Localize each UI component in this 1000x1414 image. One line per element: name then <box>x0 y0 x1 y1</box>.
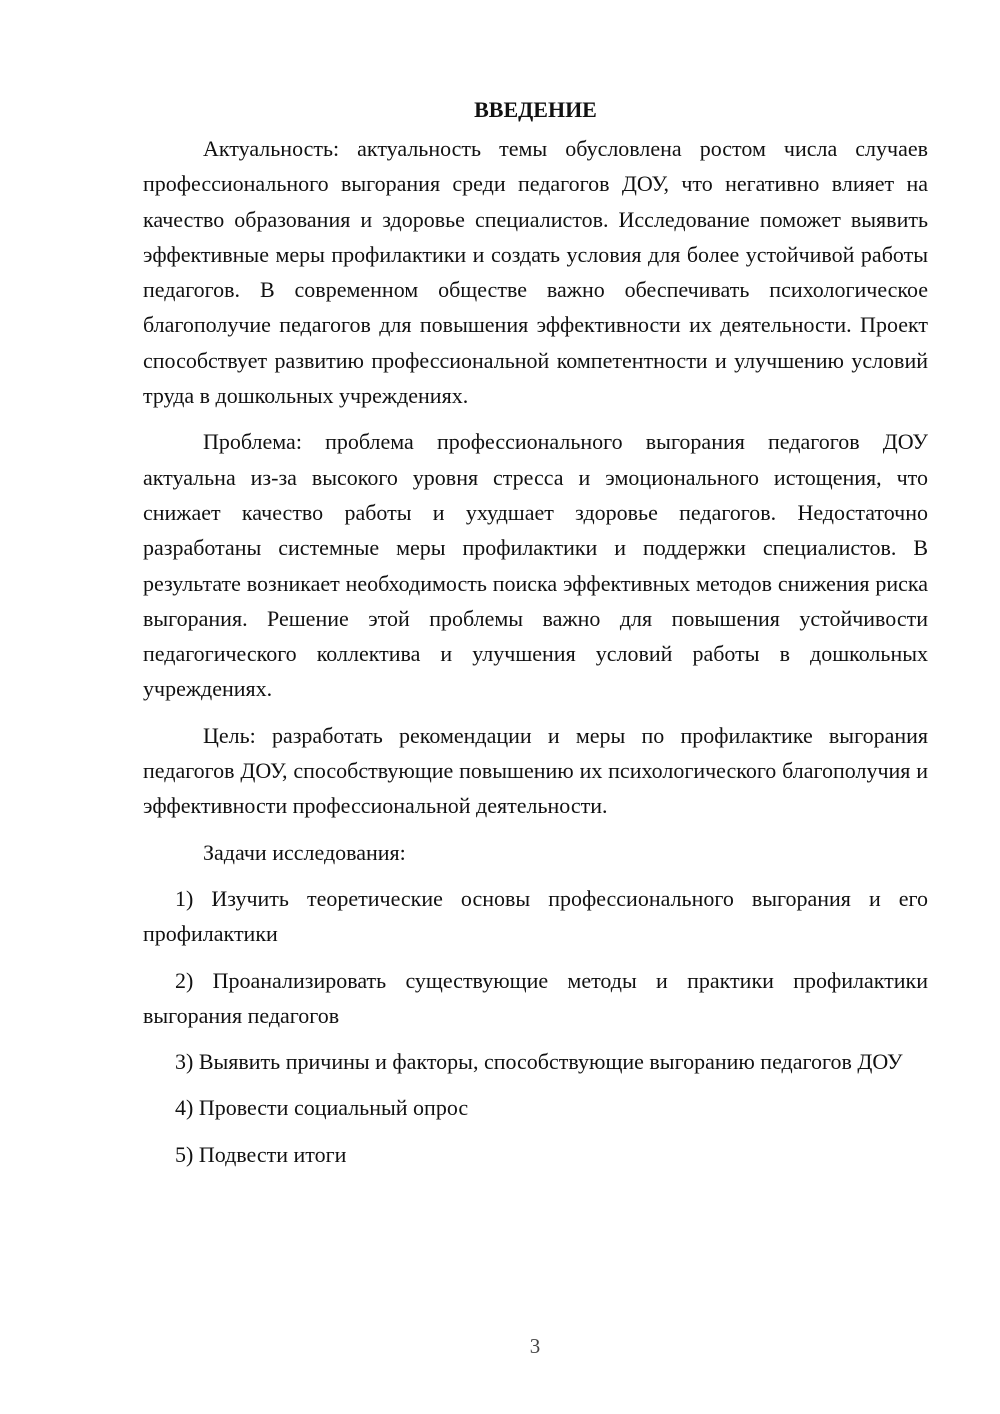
tasks-heading: Задачи исследования: <box>203 839 406 865</box>
list-item: 2) Проанализировать существующие методы и практики профилактики выгорания педагогов <box>143 967 928 1028</box>
list-item: 1) Изучить теоретические основы профессионального выгорания и его профилактики <box>143 885 928 947</box>
problem-paragraph: Проблема: проблема профессионального выгорания педагогов ДОУ актуальна из-за высокого уровня стресса и эмоционального истощения, что снижает качество работы и ухудшает здоровье педагогов. Недостаточно разработаны системные меры профилактики и поддержки специалистов. В результате возникает необходимость поиска эффективных методов снижения риска выгорания. Решение этой проблемы важно для повышения устойчивости педагогического коллектива и улучшения условий работы в дошкольных учреждениях. <box>143 429 928 702</box>
relevance-paragraph: Актуальность: актуальность темы обусловлена ростом числа случаев профессионального выгорания среди педагогов ДОУ, что негативно влияет на качество образования и здоровье специалистов. Исследование поможет выявить эффективные меры профилактики и создать условия для более устойчивой работы педагогов. В современном обществе важно обеспечивать психологическое благополучие педагогов для повышения эффективности их деятельности. Проект способствует развитию профессиональной компетентности и улучшению условий труда в дошкольных учреждениях. <box>143 136 928 409</box>
list-item: 3) Выявить причины и факторы, способствующие выгоранию педагогов ДОУ <box>175 1049 903 1075</box>
document-page <box>143 92 928 1183</box>
tasks-list <box>143 881 928 1172</box>
goal-paragraph: Цель: разработать рекомендации и меры по профилактике выгорания педагогов ДОУ, способствующие повышению их психологического благополучия и эффективности профессиональной деятельности. <box>143 722 928 819</box>
page-title: ВВЕДЕНИЕ <box>474 97 597 122</box>
list-item: 5) Подвести итоги <box>175 1141 347 1167</box>
page-number: 3 <box>529 1334 541 1358</box>
list-item: 4) Провести социальный опрос <box>175 1095 469 1121</box>
